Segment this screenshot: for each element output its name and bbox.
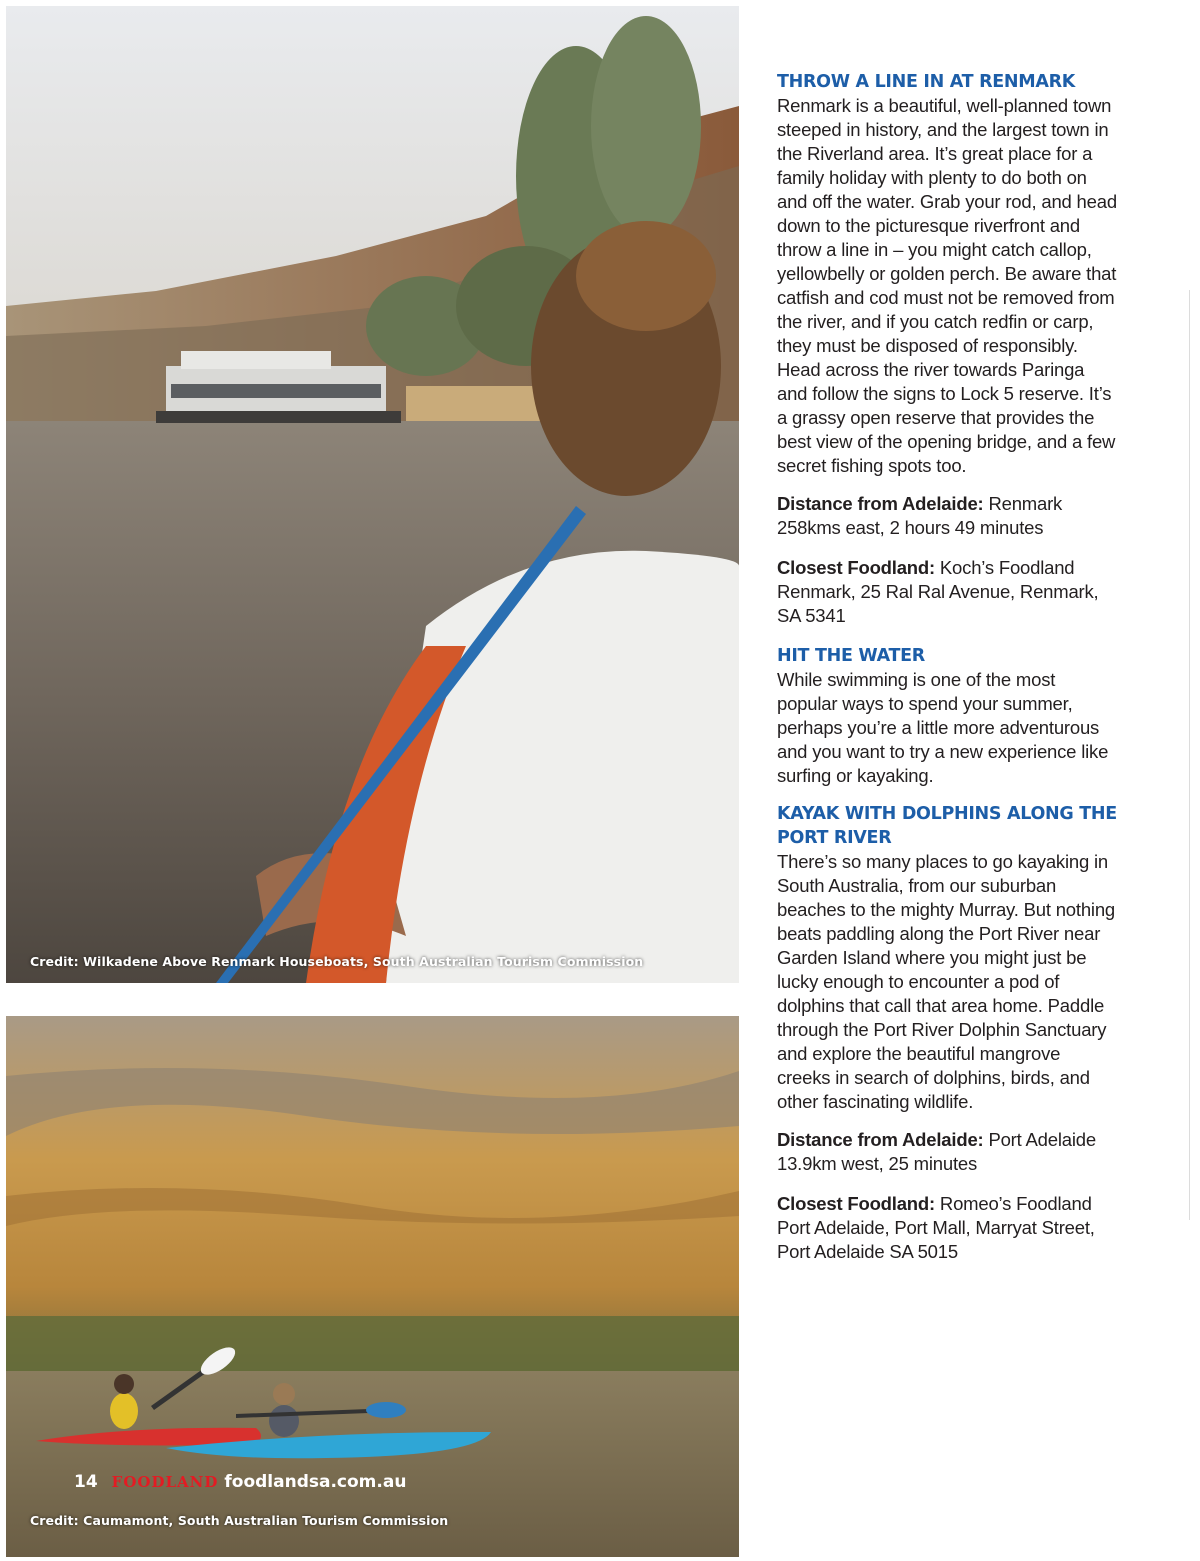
section-paragraph-renmark: Renmark is a beautiful, well-planned town steeped in history, and the largest town in the Riverland area. It’s great place for a family holiday with plenty to do both on and off the water. Grab your rod, and head down to the picturesque riverfront and throw a line in – you might catch callop, yellowbelly or golden perch. Be aware that catfish and cod must not be removed from the river, and if you catch redfin or carp, they must be disposed of responsibly. Head across the river towards Paringa and follow the signs to Lock 5 reserve. It’s a grassy open reserve that provides the best view of the opening bridge, and a few secret fishing spots too.	[777, 95, 1117, 476]
page-number: 14	[74, 1472, 98, 1492]
page-footer	[74, 1472, 406, 1492]
foodland-value: Romeo’s Foodland Port Adelaide, Port Mall, Marryat Street, Port Adelaide SA 5015	[777, 1193, 1095, 1262]
section-heading-kayak-dolphins: KAYAK WITH DOLPHINS ALONG THE PORT RIVER	[777, 804, 1117, 848]
foodland-label: Closest Foodland:	[777, 557, 935, 578]
distance-label: Distance from Adelaide:	[777, 1129, 984, 1150]
photo-credit-top: Credit: Wilkadene Above Renmark Houseboats, South Australian Tourism Commission	[30, 954, 644, 969]
photo-kayaker-houseboat	[6, 6, 739, 983]
foodland-label: Closest Foodland:	[777, 1193, 935, 1214]
foodland-info-renmark	[777, 556, 1117, 628]
foodland-info-port-adelaide	[777, 1192, 1117, 1264]
column-rule	[1189, 290, 1190, 1220]
article-column	[777, 70, 1117, 1280]
distance-value: Renmark 258kms east, 2 hours 49 minutes	[777, 493, 1063, 538]
distance-info-renmark	[777, 492, 1117, 540]
section-heading-renmark: THROW A LINE IN AT RENMARK	[777, 72, 1076, 92]
footer-url[interactable]: foodlandsa.com.au	[224, 1472, 407, 1492]
distance-label: Distance from Adelaide:	[777, 493, 984, 514]
section-paragraph-hit-the-water: While swimming is one of the most popular ways to spend your summer, perhaps you’re a little more adventurous and you want to try a new experience like surfing or kayaking.	[777, 669, 1109, 786]
distance-info-port-adelaide	[777, 1128, 1117, 1176]
foodland-value: Koch’s Foodland Renmark, 25 Ral Ral Avenue, Renmark, SA 5341	[777, 557, 1099, 626]
photo-credit-bottom: Credit: Caumamont, South Australian Tourism Commission	[30, 1513, 449, 1528]
section-paragraph-kayak-dolphins: There’s so many places to go kayaking in South Australia, from our suburban beaches to the mighty Murray. But nothing beats paddling along the Port River near Garden Island where you might just be lucky enough to encounter a pod of dolphins that call that area home. Paddle through the Port River Dolphin Sanctuary and explore the beautiful mangrove creeks in search of dolphins, birds, and other fascinating wildlife.	[777, 851, 1116, 1112]
section-heading-hit-the-water: HIT THE WATER	[777, 646, 925, 666]
distance-value: Port Adelaide 13.9km west, 25 minutes	[777, 1129, 1096, 1174]
foodland-logo: FOODLAND	[111, 1473, 219, 1491]
